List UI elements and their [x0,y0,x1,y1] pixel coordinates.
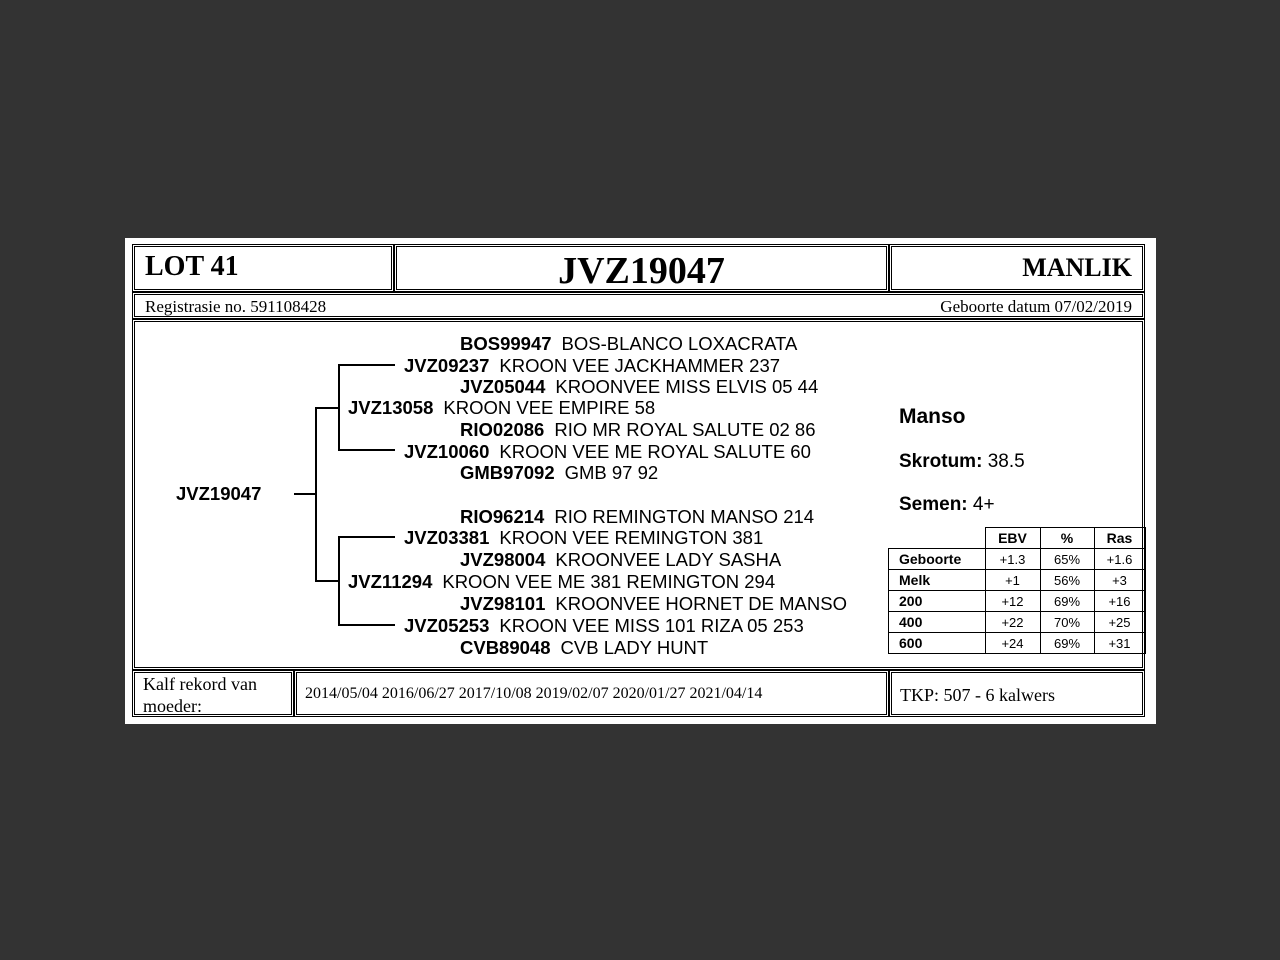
table-row: 200 +12 69% +16 [889,591,1146,612]
pedigree-line [315,407,339,409]
scrotum-info: Skrotum: 38.5 [899,451,1025,472]
pedigree-line [294,493,316,495]
pedigree-entry: GMB97092 GMB 97 92 [460,462,659,483]
pedigree-entry: JVZ03381 KROON VEE REMINGTON 381 [404,527,764,548]
sex-box [889,244,1145,292]
pedigree-line [338,364,340,451]
pedigree-line [338,536,340,626]
birth-date: Geboorte datum 07/02/2019 [940,297,1132,316]
pedigree-entry: JVZ13058 KROON VEE EMPIRE 58 [348,397,656,418]
calf-record-dates-box [294,670,889,717]
calf-record-dates: 2014/05/04 2016/06/27 2017/10/08 2019/02/07 2020/01/27 2021/04/14 [305,685,763,702]
pedigree-line [338,449,395,451]
pedigree-entry: JVZ09237 KROON VEE JACKHAMMER 237 [404,355,781,376]
registration-row [132,292,1145,319]
calf-record-label: Kalf rekord van moeder: [143,674,257,716]
pedigree-line [338,624,395,626]
registration-number: Registrasie no. 591108428 [145,297,327,316]
semen-value: 4+ [972,494,995,515]
pedigree-entry: JVZ10060 KROON VEE ME ROYAL SALUTE 60 [404,441,811,462]
scrotum-value: 38.5 [987,451,1025,472]
ras-header: Ras [1094,528,1145,549]
animal-id-box [394,244,889,292]
table-row: Melk +1 56% +3 [889,570,1146,591]
pedigree-line [338,364,395,366]
pedigree-line [315,580,339,582]
table-row: Geboorte +1.3 65% +1.6 [889,549,1146,570]
lot-box [132,244,394,292]
calf-record-label-box [132,670,294,717]
pedigree-line [315,407,317,582]
animal-name: Manso [899,405,966,428]
ebv-header-row [889,528,1146,549]
ebv-table [888,527,1146,654]
pedigree-entry: JVZ98004 KROONVEE LADY SASHA [460,549,782,570]
table-row: 400 +22 70% +25 [889,612,1146,633]
lot-number: LOT 41 [145,251,239,282]
lot-card [125,238,1156,724]
sex-label: MANLIK [1022,253,1132,282]
animal-id: JVZ19047 [558,250,725,292]
semen-info: Semen: 4+ [899,494,995,515]
pedigree-entry: JVZ11294 KROON VEE ME 381 REMINGTON 294 [348,571,776,592]
pedigree-entry: BOS99947 BOS-BLANCO LOXACRATA [460,333,798,354]
pedigree-entry: JVZ98101 KROONVEE HORNET DE MANSO [460,593,847,614]
pedigree-entry: CVB89048 CVB LADY HUNT [460,637,709,658]
ebv-header: EBV [985,528,1040,549]
pedigree-entry: JVZ05253 KROON VEE MISS 101 RIZA 05 253 [404,615,804,636]
pedigree-animal: JVZ19047 [176,483,262,504]
pedigree-line [338,536,395,538]
table-row: 600 +24 69% +31 [889,633,1146,654]
pedigree-entry: RIO02086 RIO MR ROYAL SALUTE 02 86 [460,419,816,440]
pedigree-entry: JVZ05044 KROONVEE MISS ELVIS 05 44 [460,376,819,397]
tkp-box [889,670,1145,717]
pedigree-entry: RIO96214 RIO REMINGTON MANSO 214 [460,506,815,527]
pct-header: % [1040,528,1094,549]
tkp-value: TKP: 507 - 6 kalwers [900,685,1055,705]
